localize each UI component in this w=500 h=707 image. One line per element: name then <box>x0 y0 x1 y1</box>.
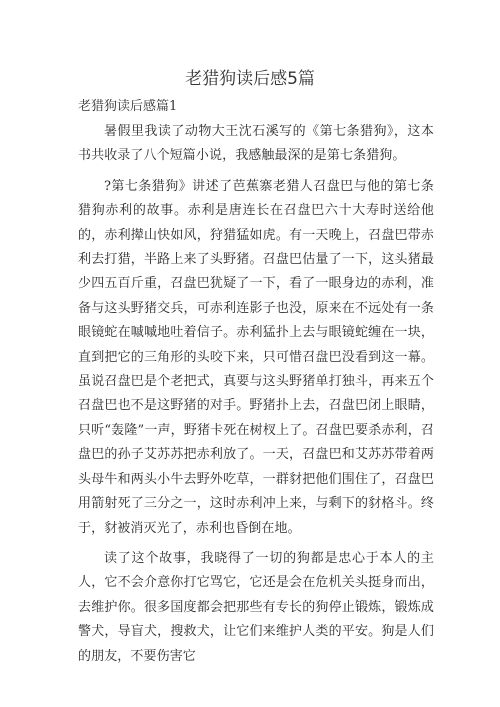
paragraph-story: ?第七条猎狗》讲述了芭蕉寨老猎人召盘巴与他的第七条猎狗赤利的故事。赤利是唐连长在召盘巴六十大寿时送给他的，赤利撵山快如风，狩猎猛如虎。有一天晚上，召盘巴带赤利去打猎，半路上来了头野猪。召盘巴估量了一下，这头猪最少四五百斤重，召盘巴犹疑了一下，看了一眼身边的赤利，准备与这头野猪交兵，可赤利连影子也没，原来在不远处有一条眼镜蛇在嘁嘁地吐着信子。赤利猛扑上去与眼镜蛇缠在一块，直到把它的三角形的头咬下来，只可惜召盘巴没看到这一幕。虽说召盘巴是个老把式，真要与这头野猪单打独斗，再来五个召盘巴也不是这野猪的对手。野猪扑上去，召盘巴闭上眼睛，只听“轰隆”一声，野猪卡死在树杈上了。召盘巴要杀赤利，召盘巴的孙子艾苏苏把赤利放了。一天，召盘巴和艾苏苏带着两头母牛和两头小牛去野外吃草，一群豺把他们围住了，召盘巴用箭射死了三分之一，这时赤利冲上来，与剩下的豺格斗。终于，豺被消灭光了，赤利也昏倒在地。 <box>78 178 434 536</box>
document-title: 老猎狗读后感5篇 <box>185 69 315 89</box>
section-heading: 老猎狗读后感篇1 <box>78 99 178 114</box>
document-body <box>78 120 434 669</box>
paragraph-reflection: 读了这个故事，我晓得了一切的狗都是忠心于本人的主人，它不会介意你打它骂它，它还是会在危机关头挺身而出，去维护你。很多国度都会把那些有专长的狗停止锻炼，锻炼成警犬，导盲犬，搜救犬，让它们来维护人类的平安。狗是人们的朋友，不要伤害它 <box>78 550 434 664</box>
paragraph-intro: 暑假里我读了动物大王沈石溪写的《第七条猎狗》，这本书共收录了八个短篇小说，我感触最深的是第七条猎狗。 <box>78 124 434 164</box>
